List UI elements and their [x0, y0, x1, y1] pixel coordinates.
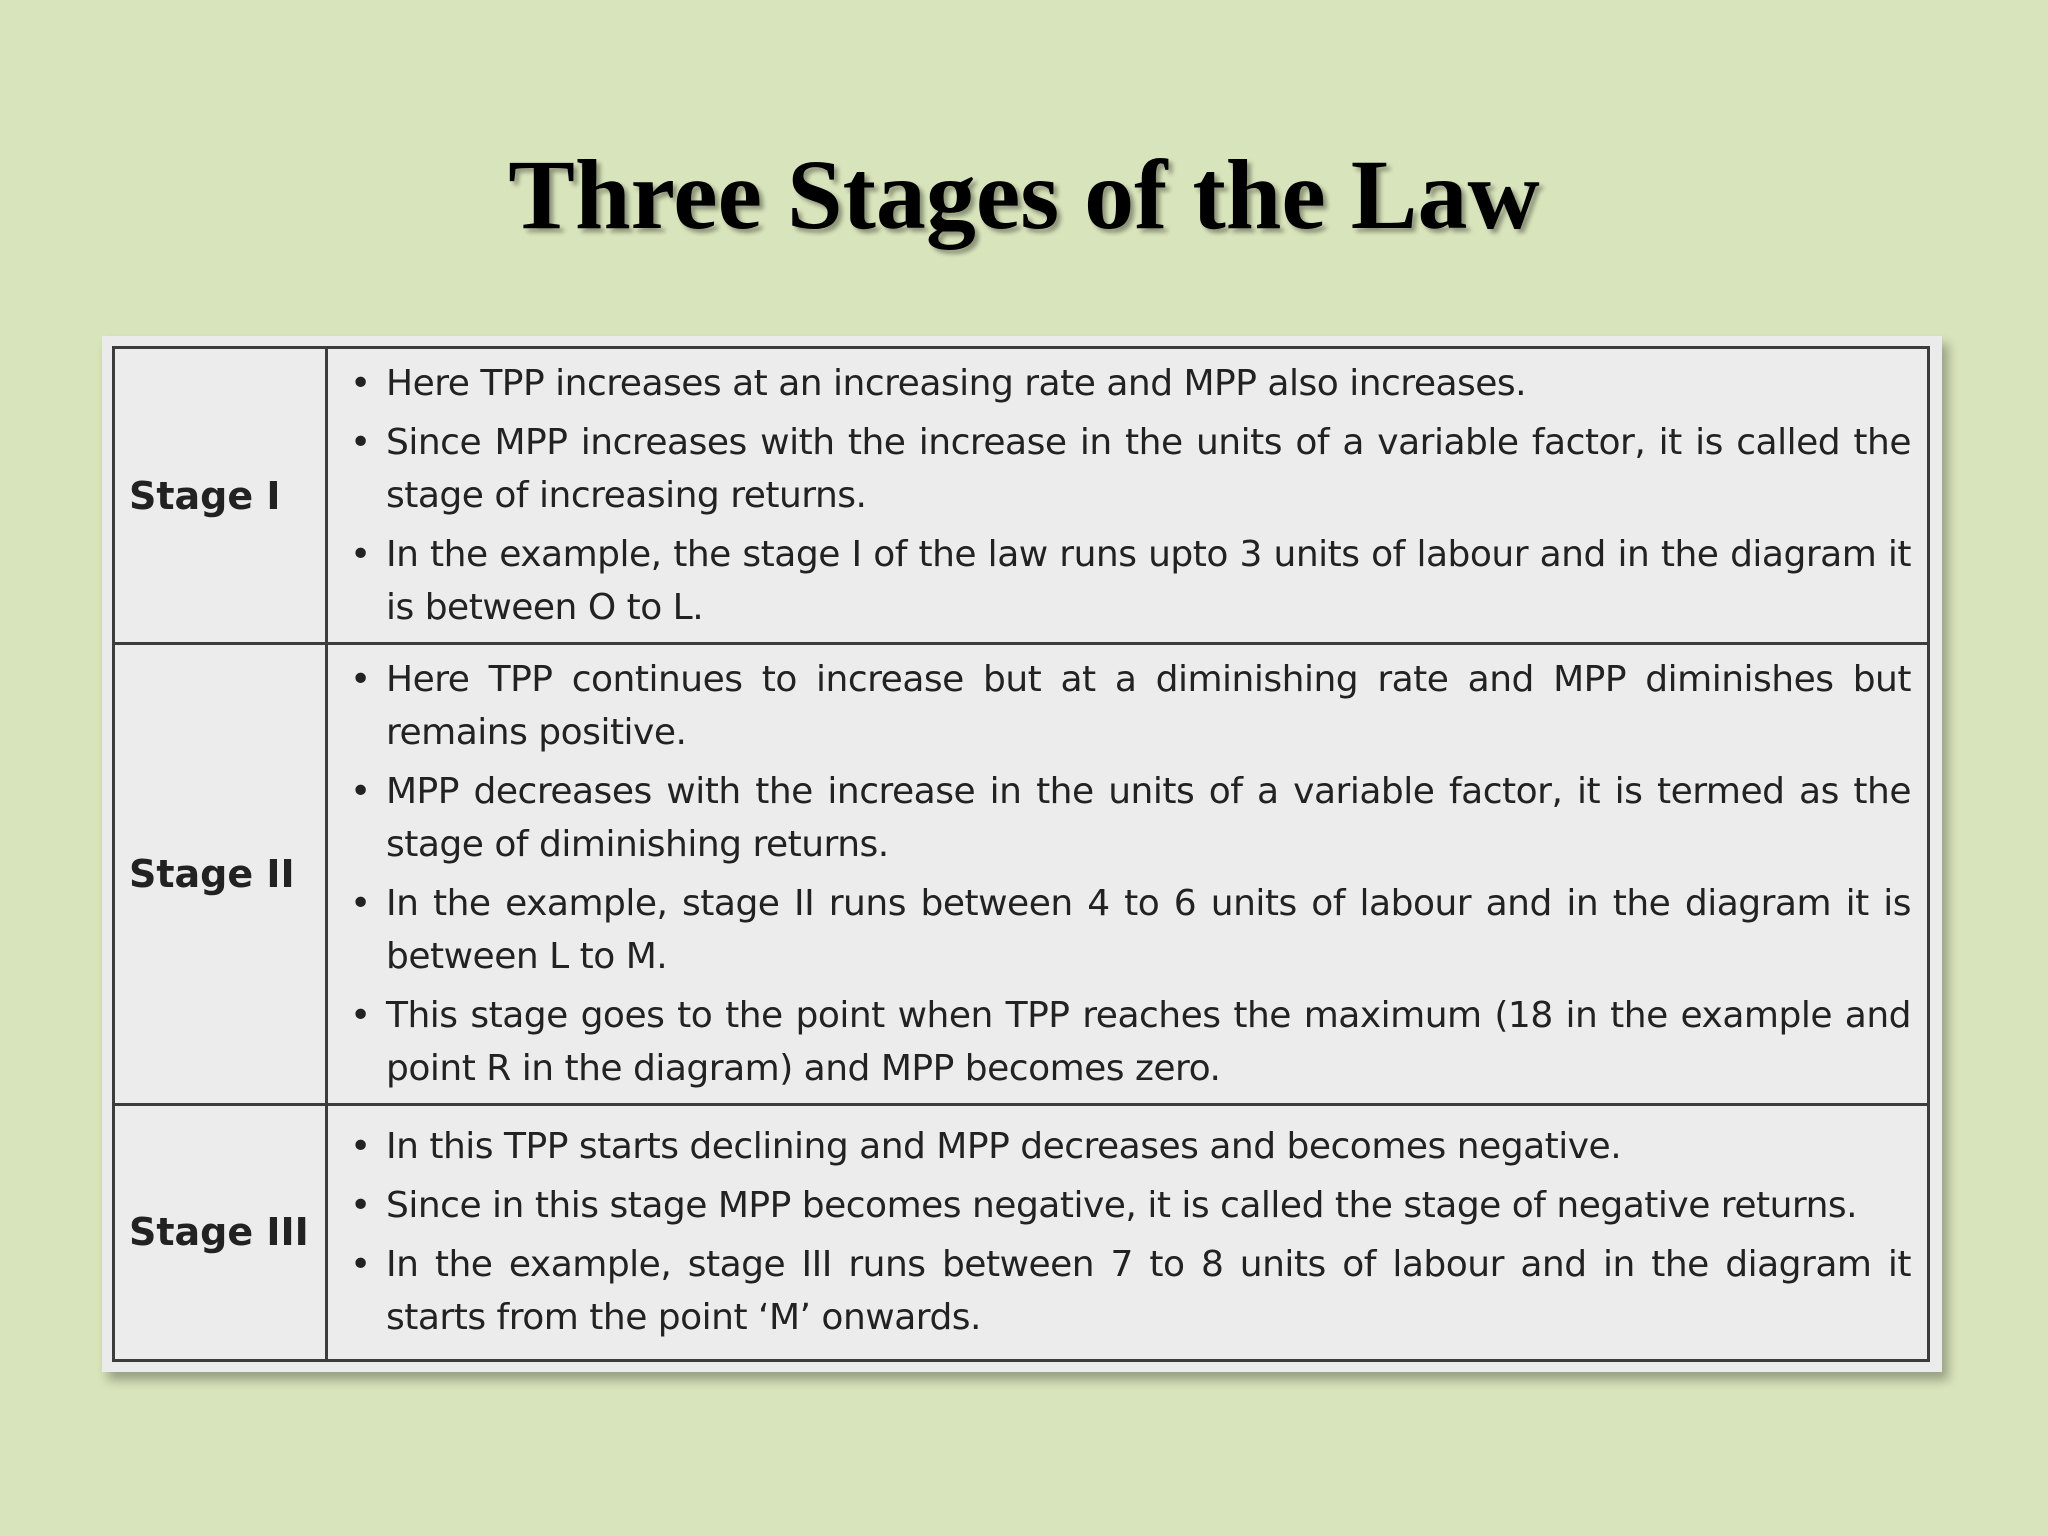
point-text: In this TPP starts declining and MPP decreases and becomes negative. [386, 1126, 1622, 1168]
point-text: Since MPP increases with the increase in the units of a variable factor, it is called the stage of increasing returns. [386, 422, 1911, 517]
point-text: This stage goes to the point when TPP reaches the maximum (18 in the example and point R in the diagram) and MPP becomes zero. [386, 995, 1911, 1089]
list-item [346, 416, 1911, 522]
bullet-icon: • [350, 995, 371, 1036]
list-item [346, 765, 1911, 871]
bullet-icon: • [350, 1126, 371, 1168]
bullet-icon: • [350, 771, 371, 812]
bullet-icon: • [350, 1244, 371, 1286]
bullet-icon: • [350, 422, 371, 464]
bullet-icon: • [350, 659, 371, 700]
point-text: Here TPP continues to increase but at a diminishing rate and MPP diminishes but remains positive. [386, 659, 1911, 753]
list-item [346, 528, 1911, 634]
list-item [346, 989, 1911, 1095]
stage-points [327, 644, 1929, 1104]
slide-title: Three Stages of the Law [508, 139, 1540, 250]
point-text: Since in this stage MPP becomes negative, it is called the stage of negative returns. [386, 1185, 1858, 1227]
bullet-icon: • [350, 883, 371, 924]
point-text: In the example, the stage I of the law runs upto 3 units of labour and in the diagram it is between O to L. [386, 534, 1911, 629]
point-text: In the example, stage II runs between 4 to 6 units of labour and in the diagram it is between L to M. [386, 883, 1911, 977]
bullet-icon: • [350, 1185, 371, 1227]
stages-table [112, 346, 1930, 1362]
bullet-icon: • [350, 363, 371, 405]
point-text: In the example, stage III runs between 7 to 8 units of labour and in the diagram it starts from the point ‘M’ onwards. [386, 1244, 1911, 1339]
stage-label: Stage III [114, 1104, 327, 1360]
point-text: Here TPP increases at an increasing rate and MPP also increases. [386, 363, 1527, 405]
list-item [346, 1238, 1911, 1344]
table-row [114, 348, 1929, 644]
table-row [114, 1104, 1929, 1360]
stage-label: Stage II [114, 644, 327, 1104]
stage-label: Stage I [114, 348, 327, 644]
list-item [346, 877, 1911, 983]
bullet-icon: • [350, 534, 371, 576]
table-row [114, 644, 1929, 1104]
point-text: MPP decreases with the increase in the units of a variable factor, it is termed as the stage of diminishing returns. [386, 771, 1911, 865]
list-item [346, 1179, 1911, 1232]
list-item [346, 1120, 1911, 1173]
list-item [346, 357, 1911, 410]
stage-points [327, 348, 1929, 644]
stage-points [327, 1104, 1929, 1360]
list-item [346, 653, 1911, 759]
stages-table-frame [102, 336, 1942, 1372]
